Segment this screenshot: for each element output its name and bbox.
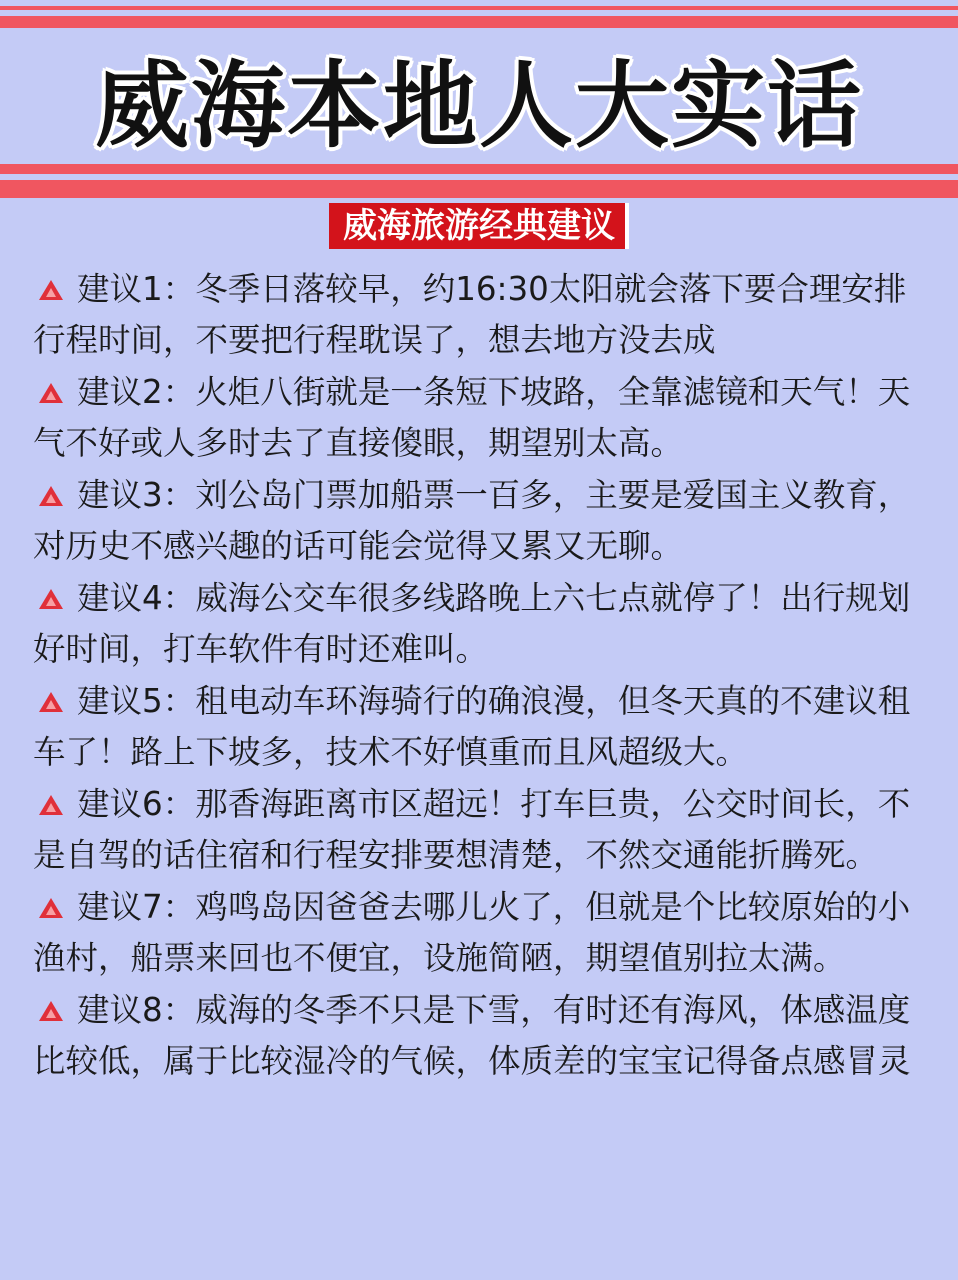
bottom-stripe-thin <box>0 164 958 174</box>
tip-text: 威海公交车很多线路晚上六七点就停了！出行规划好时间，打车软件有时还难叫。 <box>33 579 911 668</box>
tip-item <box>33 882 933 984</box>
triangle-icon <box>39 1001 63 1021</box>
triangle-icon <box>39 795 63 815</box>
triangle-icon <box>39 486 63 506</box>
tip-item <box>33 779 933 881</box>
tip-item <box>33 470 933 572</box>
tip-label: 建议5： <box>77 682 196 720</box>
top-stripe-thin <box>0 6 958 10</box>
tip-label: 建议3： <box>77 476 196 514</box>
tip-text: 威海的冬季不只是下雪，有时还有海风，体感温度比较低，属于比较湿冷的气候，体质差的宝宝记得备点感冒灵 <box>33 991 911 1080</box>
tip-item <box>33 367 933 469</box>
tip-item <box>33 676 933 778</box>
tip-label: 建议2： <box>77 373 196 411</box>
tip-label: 建议4： <box>77 579 196 617</box>
tip-label: 建议6： <box>77 785 196 823</box>
triangle-icon <box>39 383 63 403</box>
tip-text: 火炬八街就是一条短下坡路，全靠滤镜和天气！天气不好或人多时去了直接傻眼，期望别太高。 <box>33 373 911 462</box>
page-title: 威海本地人大实话 <box>94 52 863 161</box>
triangle-icon <box>39 589 63 609</box>
triangle-icon <box>39 692 63 712</box>
tip-text: 冬季日落较早，约16:30太阳就会落下要合理安排行程时间，不要把行程耽误了，想去地方没去成 <box>33 270 907 359</box>
triangle-icon <box>39 898 63 918</box>
bottom-stripe-thick <box>0 180 958 198</box>
tips-list <box>33 264 933 1088</box>
tip-item <box>33 985 933 1087</box>
subtitle-banner: 威海旅游经典建议 <box>329 203 629 249</box>
tip-text: 刘公岛门票加船票一百多，主要是爱国主义教育，对历史不感兴趣的话可能会觉得又累又无聊。 <box>33 476 911 565</box>
subtitle-container <box>0 203 958 249</box>
tip-item <box>33 573 933 675</box>
tip-label: 建议8： <box>77 991 196 1029</box>
tip-label: 建议7： <box>77 888 196 926</box>
tip-text: 鸡鸣岛因爸爸去哪儿火了，但就是个比较原始的小渔村，船票来回也不便宜，设施简陋，期望值别拉太满。 <box>33 888 911 977</box>
tip-item <box>33 264 933 366</box>
tip-text: 租电动车环海骑行的确浪漫，但冬天真的不建议租车了！路上下坡多，技术不好慎重而且风超级大。 <box>33 682 911 771</box>
tip-text: 那香海距离市区超远！打车巨贵，公交时间长，不是自驾的话住宿和行程安排要想清楚，不然交通能折腾死。 <box>33 785 911 874</box>
top-stripe-thick <box>0 16 958 28</box>
tip-label: 建议1： <box>77 270 196 308</box>
triangle-icon <box>39 280 63 300</box>
